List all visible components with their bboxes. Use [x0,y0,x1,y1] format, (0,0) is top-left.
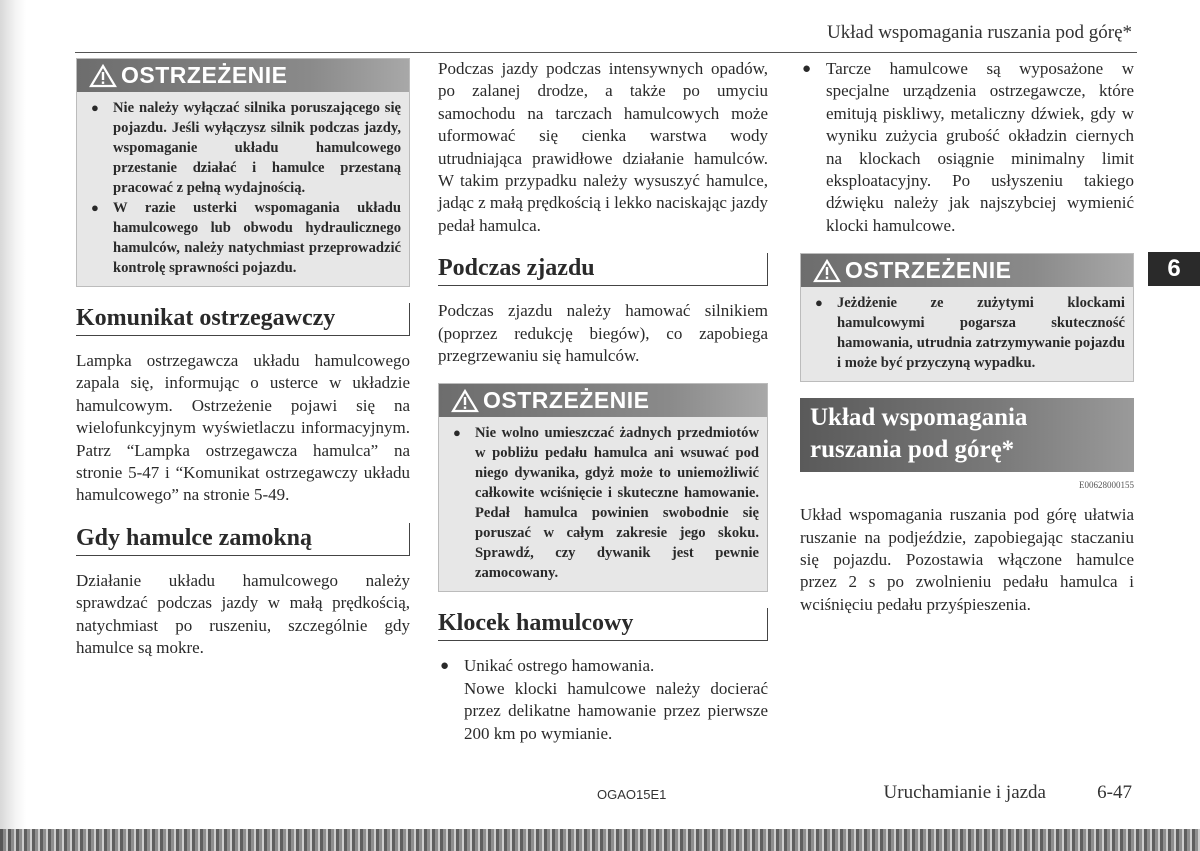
running-header: Układ wspomagania ruszania pod górę* [827,22,1132,43]
bullet-icon: ● [440,658,450,675]
warning-body [439,417,767,591]
column-1 [76,58,410,675]
warning-triangle-icon [813,259,841,283]
page-code: OGAO15E1 [597,787,667,802]
warning-box [76,58,410,287]
intro-paragraph: Podczas jazdy podczas intensywnych opadów, po zalanej drodze, a także po umyciu samochodu na tarczach hamulcowych może uformować się cienka warstwa wody utrudniająca prawidłowe działanie hamulców. W takim przypadku należy wysuszyć hamulce, jadąc z małą prędkością i lekko naciskając jazdy pedał hamulca. [438,59,768,235]
warning-item [85,98,401,198]
section-heading: Gdy hamulce zamokną [76,523,410,556]
section-paragraph: Lampka ostrzegawcza układu hamulcowego zapala się, informując o usterce w układzie hamulcowym. Ostrzeżenie pojawi się na wielofunkcyjnym wyświetlaczu informacyjnym. Patrz “Lampka ostrzegawcza hamulca” na stronie 5-47 i “Komunikat ostrzegawczy układu hamulcowego” na stronie 5-49. [76,351,410,505]
list-item [800,58,1134,237]
bullet-icon: ● [91,200,99,215]
section-heading: Klocek hamulcowy [438,608,768,641]
warning-triangle-icon [89,64,117,88]
list-item-text: Tarcze hamulcowe są wyposażone w specjalne urządzenia ostrzegawcze, które emitują piskliwy, metaliczny dźwiek, gdy w wyniku zużycia grubość okładzin ciernych na klockach osiągnie minimalny limit eksploatacyjny. Po usłyszeniu takiego dźwięku należy jak najszybciej wymienić klocki hamulcowe. [826,59,1134,235]
list-item [438,655,768,677]
list-item-subtext-text: Nowe klocki hamulcowe należy docierać przez delikatne hamowanie przez pierwsze 200 km po wymianie. [464,678,768,743]
chapter-section-title: Układ wspomagania ruszania pod górę* [800,398,1134,472]
warning-item [85,198,401,278]
bullet-icon: ● [453,425,461,441]
warning-header [801,254,1133,287]
bullet-icon: ● [815,295,823,311]
warning-box [438,383,768,592]
header-rule [75,52,1137,53]
warning-triangle-icon [451,389,479,413]
warning-header [77,59,409,92]
warning-box [800,253,1134,382]
list-item-text: Unikać ostrego hamowania. [464,656,655,676]
section-heading: Podczas zjazdu [438,253,768,286]
warning-header [439,384,767,417]
section-heading: Komunikat ostrzegawczy [76,303,410,336]
bullet-icon: ● [91,100,99,115]
column-3 [800,58,1134,632]
page-number: 6-47 [1097,782,1132,803]
warning-title: OSTRZEŻENIE [121,62,288,88]
warning-item-text: Nie wolno umieszczać żadnych przedmiotów w pobliżu pedału hamulca ani wsuwać pod niego dywanika, gdyż może to uniemożliwić całkowite wciśnięcie i skuteczne hamowanie. Pedał hamulca powinien swobodnie się poruszać w całym zakresie jego skoku. Sprawdź, czy dywanik jest pewnie zamocowany. [475,425,759,582]
column-2 [438,58,768,745]
section-paragraph: Podczas zjazdu należy hamować silnikiem (poprzez redukcję biegów), co zapobiega przegrzewaniu się hamulców. [438,301,768,366]
chapter-tab: 6 [1148,252,1200,286]
warning-title: OSTRZEŻENIE [483,387,650,414]
bottom-edge-strip [0,829,1200,851]
page-gutter-shade [0,0,26,851]
bullet-icon: ● [802,61,812,77]
warning-title: OSTRZEŻENIE [845,257,1012,284]
list-item-subtext [438,678,768,745]
warning-item [447,423,759,583]
warning-item-text: Nie należy wyłączać silnika poruszającego się pojazdu. Jeśli wyłączysz silnik podczas jazdy, wspomaganie układu hamulcowego przestanie działać i hamulce przestaną pracować z pełną wydajnością. [113,100,401,196]
footer-section-title: Uruchamianie i jazda [883,782,1046,803]
warning-item-text: W razie usterki wspomagania układu hamulcowego lub obwodu hydraulicznego hamulców, należy natychmiast przeprowadzić kontrolę sprawności pojazdu. [113,200,401,276]
warning-item [809,293,1125,373]
section-paragraph: Działanie układu hamulcowego należy sprawdzać podczas jazdy w małą prędkością, natychmiast po ruszeniu, szczególnie gdy hamulce są mokre. [76,570,410,658]
warning-item-text: Jeżdżenie ze zużytymi klockami hamulcowymi pogarsza skuteczność hamowania, utrudnia zatrzymywanie pojazdu i może być przyczyną wypadku. [837,295,1125,372]
warning-body [77,92,409,286]
section-code: E00628000155 [1079,480,1134,491]
warning-body [801,287,1133,381]
section-paragraph: Układ wspomagania ruszania pod górę ułatwia ruszanie na podjeździe, zapobiegając staczaniu się pojazdu. Pozostawia włączone hamulce przez 2 s po zwolnieniu pedału hamulca i wciśnięciu pedału przyśpieszenia. [800,505,1134,614]
